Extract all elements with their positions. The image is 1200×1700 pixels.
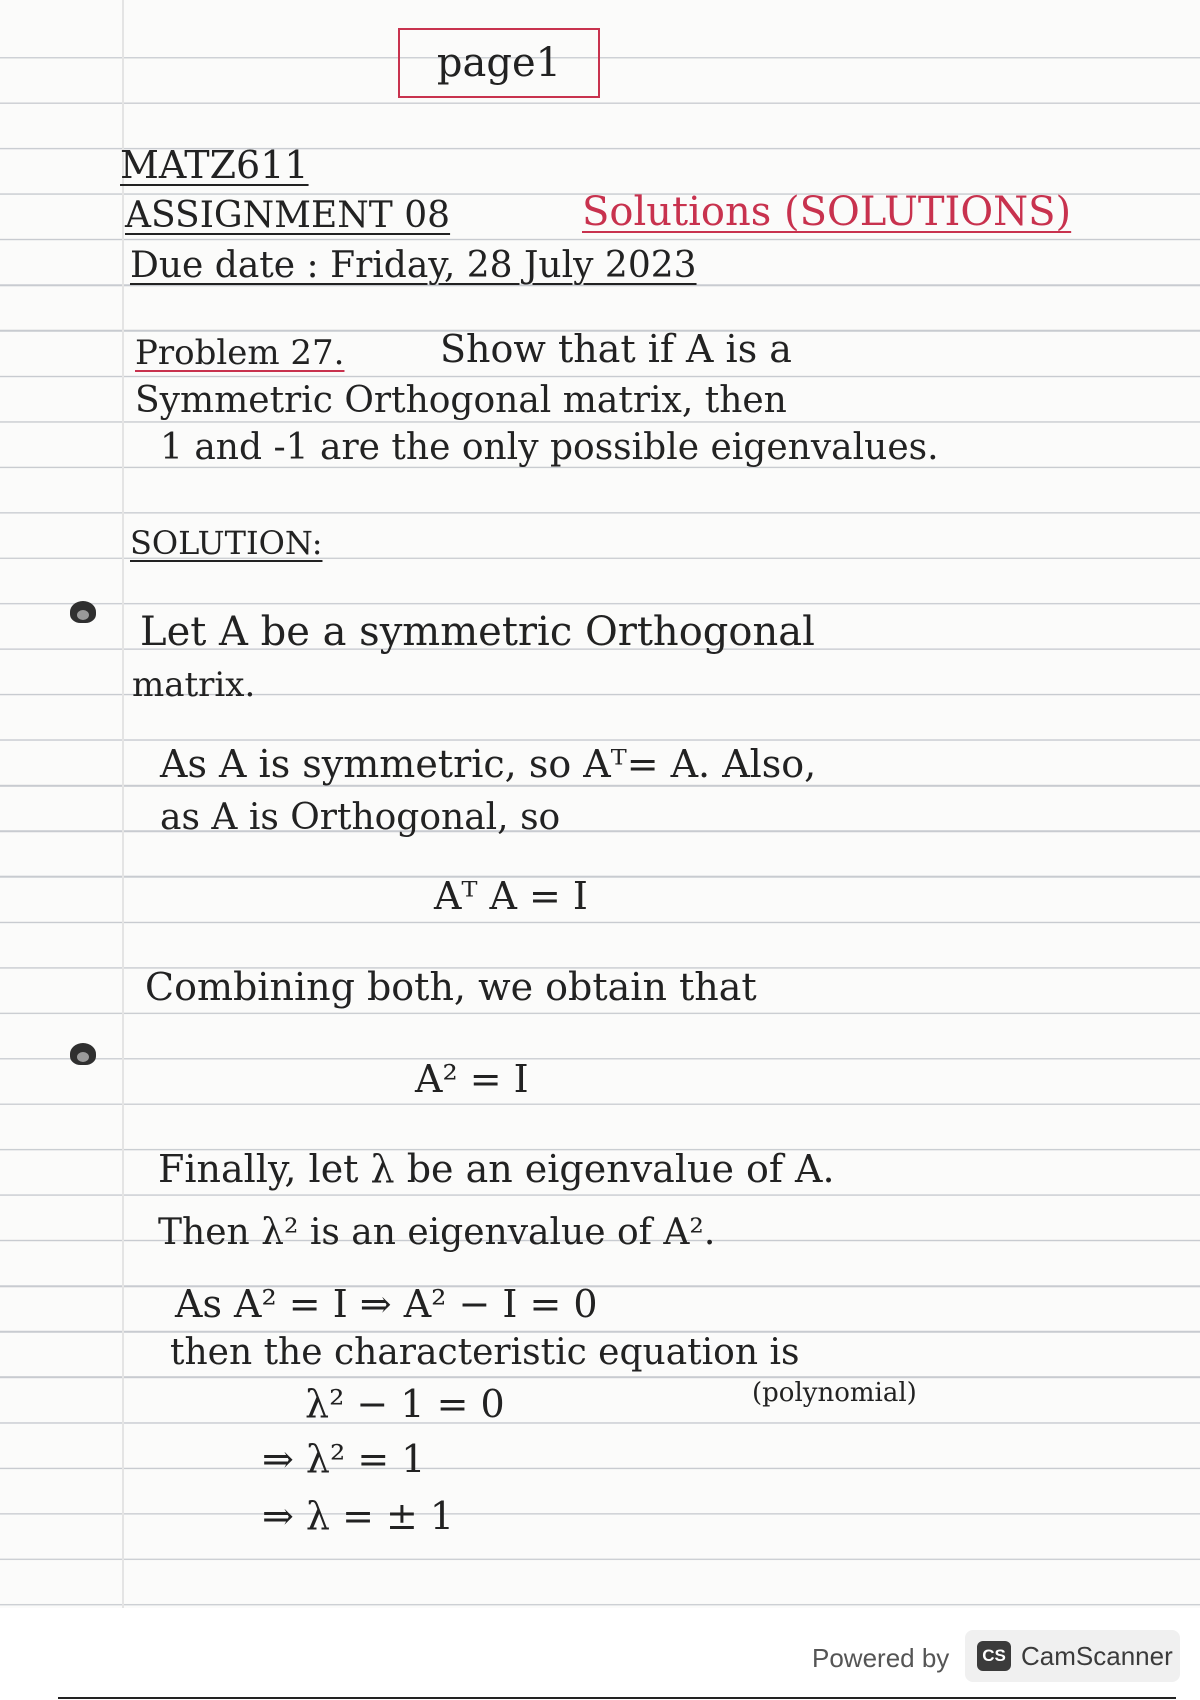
powered-by-text: Powered by <box>812 1643 950 1673</box>
assignment-title: ASSIGNMENT 08 <box>125 195 451 236</box>
bottom-rule <box>58 1697 1176 1699</box>
solution-line-6: Combining both, we obtain that <box>145 965 757 1009</box>
equation-at-a-equals-i: Aᵀ A = I <box>434 874 588 918</box>
solutions-tag: Solutions (SOLUTIONS) <box>582 189 1072 235</box>
camscanner-badge <box>965 1630 1180 1682</box>
equation-a-squared-equals-i: A² = I <box>415 1057 529 1101</box>
solution-line-11: then the characteristic equation is <box>170 1332 800 1373</box>
problem-line-1: Show that if A is a <box>440 327 792 371</box>
solution-line-8: Finally, let λ be an eigenvalue of A. <box>158 1147 835 1191</box>
problem-line-2: Symmetric Orthogonal matrix, then <box>135 380 787 421</box>
due-date: Due date : Friday, 28 July 2023 <box>130 245 697 286</box>
page-label: page1 <box>398 28 600 98</box>
polynomial-note: (polynomial) <box>752 1378 917 1408</box>
equation-characteristic: λ² − 1 = 0 <box>305 1382 505 1426</box>
binder-hole-bottom <box>70 1043 96 1065</box>
equation-a-squared-minus-i: As A² = I ⇒ A² − I = 0 <box>175 1282 598 1326</box>
solution-line-1: Let A be a symmetric Orthogonal <box>140 609 815 655</box>
solution-line-4: as A is Orthogonal, so <box>160 797 561 838</box>
solution-line-3: As A is symmetric, so Aᵀ= A. Also, <box>160 742 817 786</box>
margin-line <box>122 0 124 1608</box>
equation-lambda-plus-minus-one: ⇒ λ = ± 1 <box>262 1494 455 1538</box>
problem-label: Problem 27. <box>135 333 345 373</box>
course-code: MATZ611 <box>120 143 309 187</box>
equation-lambda-squared: ⇒ λ² = 1 <box>262 1437 426 1481</box>
solution-heading: SOLUTION: <box>130 524 323 562</box>
problem-line-3: 1 and -1 are the only possible eigenvalues. <box>160 427 939 468</box>
camscanner-name: CamScanner <box>1021 1640 1173 1671</box>
binder-hole-top <box>70 601 96 623</box>
camscanner-logo-icon: CS <box>977 1641 1011 1671</box>
solution-line-2: matrix. <box>132 665 256 705</box>
solution-line-9: Then λ² is an eigenvalue of A². <box>158 1212 716 1253</box>
